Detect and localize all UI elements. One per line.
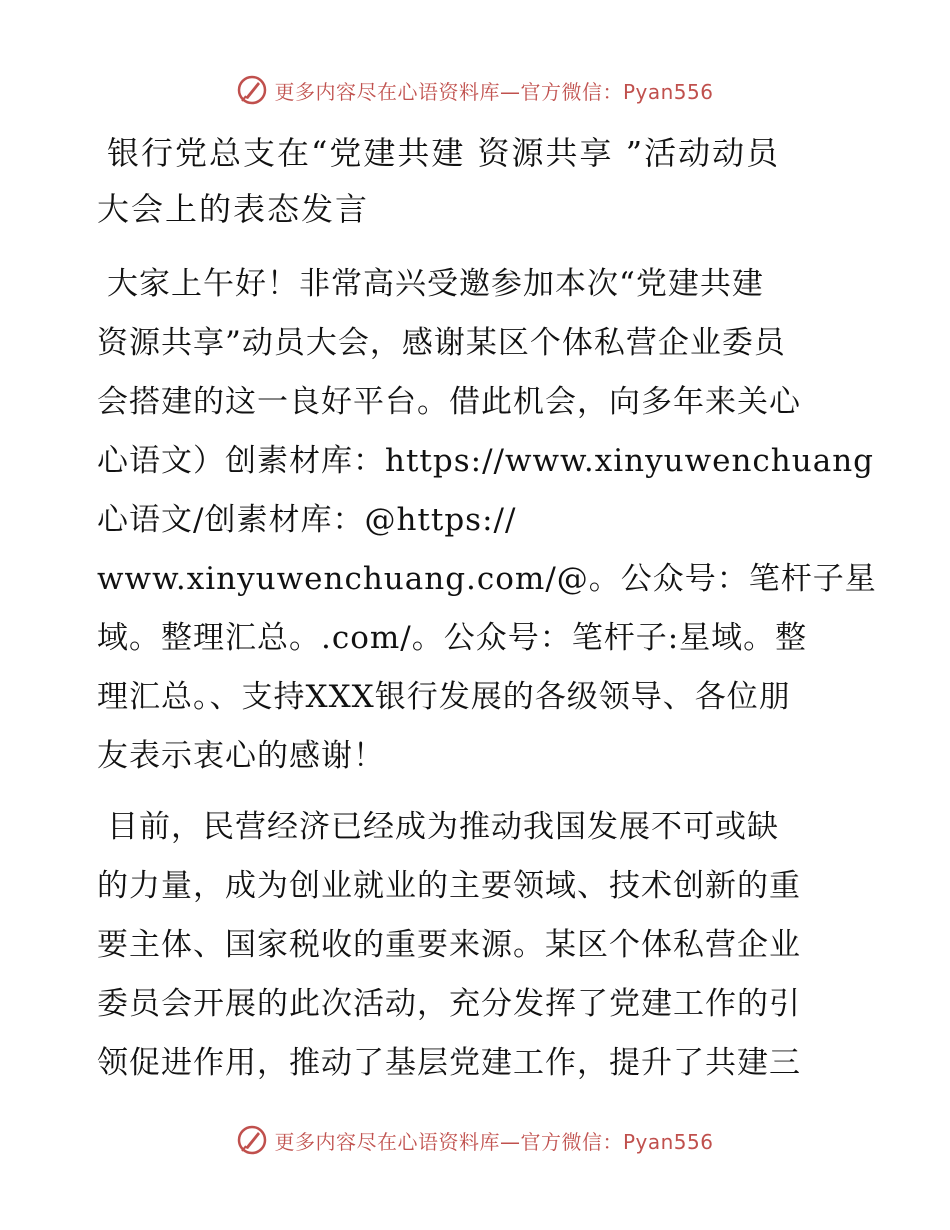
text-line: 委员会开展的此次活动，充分发挥了党建工作的引 (97, 986, 801, 1022)
text-line: 要主体、国家税收的重要来源。某区个体私营企业 (97, 927, 801, 963)
header-banner (0, 70, 950, 110)
text-line: 理汇总。、支持XXX银行发展的各级领导、各位朋 (97, 679, 791, 715)
text-line: 的力量，成为创业就业的主要领域、技术创新的重 (97, 868, 801, 904)
feather-pen-logo-icon (236, 74, 268, 106)
text-line: 心语文）创素材库：https://www.xinyuwenchuang (97, 443, 875, 479)
text-line: www.xinyuwenchuang.com/@。公众号：笔杆子星 (97, 561, 877, 597)
text-line: 领促进作用，推动了基层党建工作，提升了共建三 (97, 1045, 801, 1081)
text-line: 大家上午好！非常高兴受邀参加本次“党建共建 (107, 266, 764, 302)
banner-text: 更多内容尽在心语资料库—官方微信：Pyan556 (274, 79, 714, 104)
text-line: 心语文/创素材库：@https:// (97, 502, 517, 538)
text-line: 目前，民营经济已经成为推动我国发展不可或缺 (107, 809, 779, 845)
title-line: 大会上的表态发言 (97, 190, 370, 228)
paragraph-1 (97, 255, 877, 786)
feather-pen-logo-icon (236, 1124, 268, 1156)
paragraph-2 (97, 798, 857, 1093)
text-line: 友表示衷心的感谢！ (97, 738, 385, 774)
document-body (97, 125, 877, 1105)
text-line: 域。整理汇总。.com/。公众号：笔杆子:星域。整 (97, 620, 808, 656)
text-line: 会搭建的这一良好平台。借此机会，向多年来关心 (97, 384, 801, 420)
document-title (97, 125, 857, 237)
title-line: 银行党总支在“党建共建 资源共享 ”活动动员 (107, 134, 781, 172)
footer-banner (0, 1120, 950, 1160)
text-line: 资源共享”动员大会，感谢某区个体私营企业委员 (97, 325, 786, 361)
banner-text: 更多内容尽在心语资料库—官方微信：Pyan556 (274, 1129, 714, 1154)
